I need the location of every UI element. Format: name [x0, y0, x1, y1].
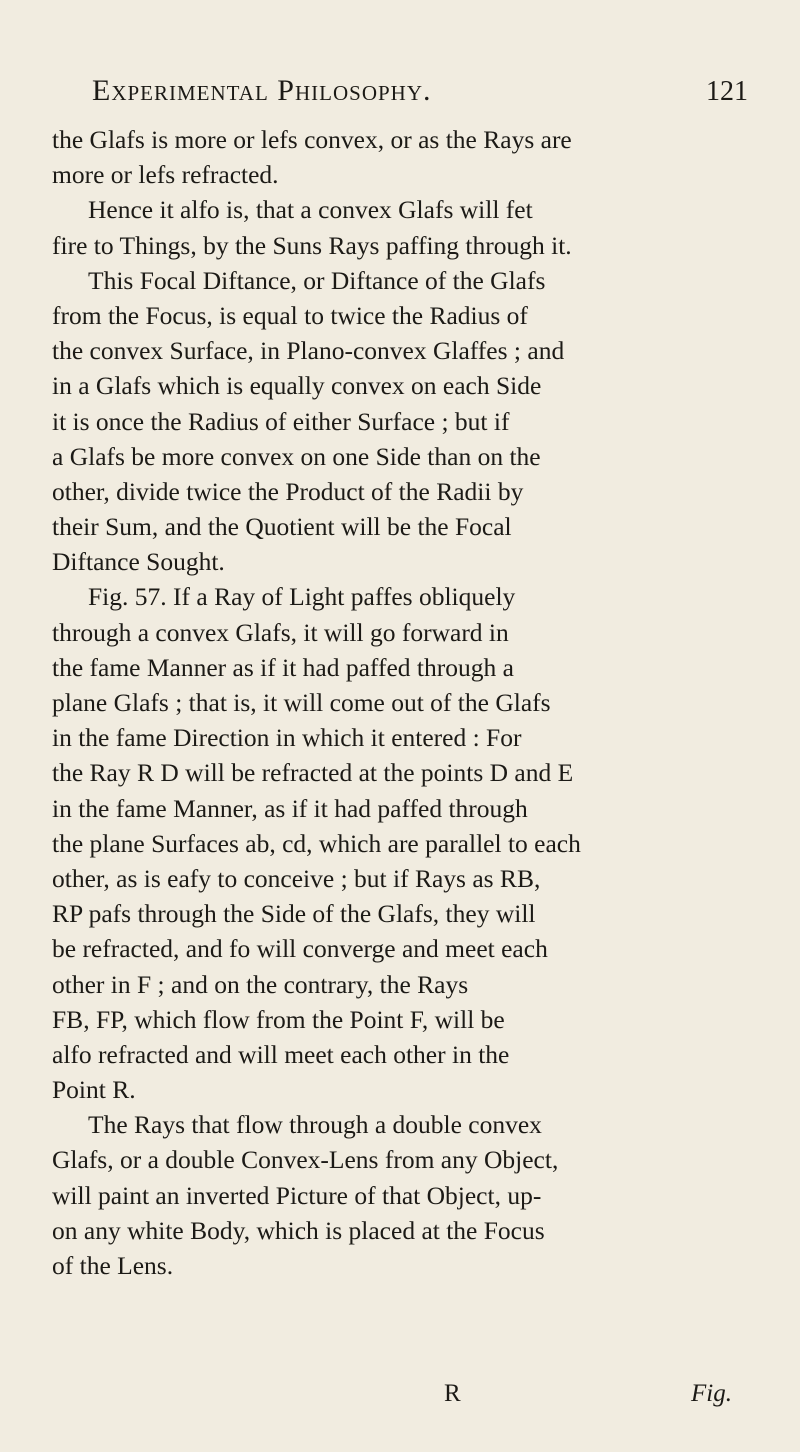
text-line: Hence it alfo is, that a convex Glafs will fet	[88, 195, 533, 225]
text-line: other in F ; and on the contrary, the Rays	[52, 969, 469, 999]
text-line: other, as is eafy to conceive ; but if Rays as RB,	[52, 863, 541, 893]
catchword: Fig.	[691, 1380, 732, 1407]
text-line: on any white Body, which is placed at the Focus	[52, 1215, 545, 1245]
text-line: the fame Manner as if it had paffed through a	[52, 652, 514, 682]
text-line: be refracted, and fo will converge and meet each	[52, 934, 548, 964]
text-line: alfo refracted and will meet each other in the	[52, 1039, 510, 1069]
text-line: the convex Surface, in Plano-convex Glaffes ; and	[52, 336, 565, 366]
text-line: This Focal Diftance, or Diftance of the Glafs	[88, 265, 546, 295]
text-line: plane Glafs ; that is, it will come out of the Glafs	[52, 688, 551, 717]
text-line: Glafs, or a double Convex-Lens from any Object,	[52, 1145, 559, 1175]
text-line: more or lefs refracted.	[52, 160, 279, 190]
text-line: through a convex Glafs, it will go forward in	[52, 617, 509, 647]
text-line: other, divide twice the Product of the Radii by	[52, 476, 524, 506]
text-line: from the Focus, is equal to twice the Radius of	[52, 300, 528, 330]
running-head: Experimental Philosophy.	[92, 74, 432, 107]
text-line: RP pafs through the Side of the Glafs, they will	[52, 899, 536, 929]
text-line: Fig. 57. If a Ray of Light paffes obliquely	[88, 582, 516, 612]
text-line: of the Lens.	[52, 1251, 174, 1280]
text-line: Point R.	[52, 1075, 136, 1105]
page-number: 121	[706, 76, 748, 107]
text-line: will paint an inverted Picture of that Object, up-	[52, 1180, 542, 1210]
page-footer	[52, 1380, 732, 1415]
text-line: the Ray R D will be refracted at the points D and E	[52, 758, 574, 788]
text-line: Diftance Sought.	[52, 547, 225, 577]
signature-mark: R	[444, 1380, 461, 1407]
text-line: FB, FP, which flow from the Point F, will be	[52, 1004, 505, 1034]
text-line: a Glafs be more convex on one Side than on the	[52, 441, 541, 471]
text-line: in a Glafs which is equally convex on each Side	[52, 371, 542, 401]
text-line: it is once the Radius of either Surface ; but if	[52, 406, 510, 436]
text-line: in the fame Manner, as if it had paffed through	[52, 793, 528, 823]
text-line: The Rays that flow through a double convex	[88, 1110, 542, 1140]
text-line: in the fame Direction in which it entered : For	[52, 723, 522, 753]
text-line: the plane Surfaces ab, cd, which are parallel to each	[52, 828, 581, 858]
body-text	[52, 122, 732, 1283]
page-header	[92, 68, 748, 118]
text-line: fire to Things, by the Suns Rays paffing through it.	[52, 230, 572, 260]
text-line: the Glafs is more or lefs convex, or as the Rays are	[52, 125, 572, 154]
text-line: their Sum, and the Quotient will be the Focal	[52, 512, 512, 542]
